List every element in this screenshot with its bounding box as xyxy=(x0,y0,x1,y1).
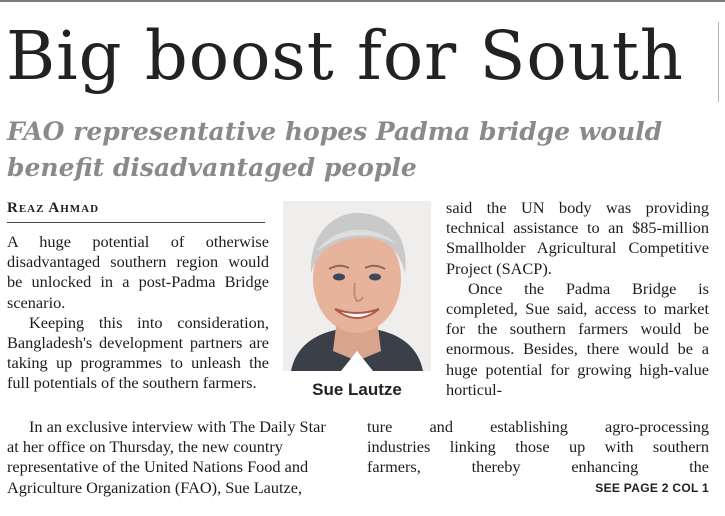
text-line xyxy=(7,457,709,477)
text-right: ture and establishing agro-processing xyxy=(367,417,709,436)
text-right: industries linking those up with southern xyxy=(367,437,709,457)
byline-rule xyxy=(7,222,265,223)
text-line xyxy=(7,437,709,457)
text-left: In an exclusive interview with The Daily Star xyxy=(29,417,326,436)
paragraph: Once the Padma Bridge is completed, Sue said, access to market for the southern farmers would be enormous. Besides, there would be a huge potential for growing high-value horticul- xyxy=(446,278,709,399)
text-line xyxy=(7,417,709,437)
top-rule xyxy=(0,0,725,2)
paragraph: said the UN body was providing technical assistance to an $85-million Smallholder Agricultural Competitive Project (SACP). xyxy=(446,198,709,278)
column-1 xyxy=(7,232,269,394)
text-left: representative of the United Nations Food and xyxy=(7,457,309,477)
text-left: Agriculture Organization (FAO), Sue Lautze, xyxy=(7,477,303,497)
paragraph: Keeping this into consideration, Bangladesh's development partners are taking up programmes to unleash the full potentials of the southern farmers. xyxy=(7,312,269,393)
portrait-photo xyxy=(283,201,431,371)
text-right: farmers, thereby enhancing the xyxy=(367,457,709,477)
paragraph: A huge potential of otherwise disadvantaged southern region would be unlocked in a post-Padma Bridge scenario. xyxy=(7,232,269,312)
photo-caption: Sue Lautze xyxy=(312,380,402,399)
continuation-note: SEE PAGE 2 COL 1 xyxy=(595,481,709,495)
column-3 xyxy=(446,198,709,400)
page-edge-line xyxy=(718,22,719,102)
text-left: at her office on Thursday, the new country xyxy=(7,437,283,457)
portrait-image xyxy=(283,201,431,371)
byline: Reaz Ahmad xyxy=(7,200,100,216)
subheadline: FAO representative hopes Padma bridge would benefit disadvantaged people xyxy=(7,117,663,182)
headline: Big boost for South xyxy=(6,17,684,95)
